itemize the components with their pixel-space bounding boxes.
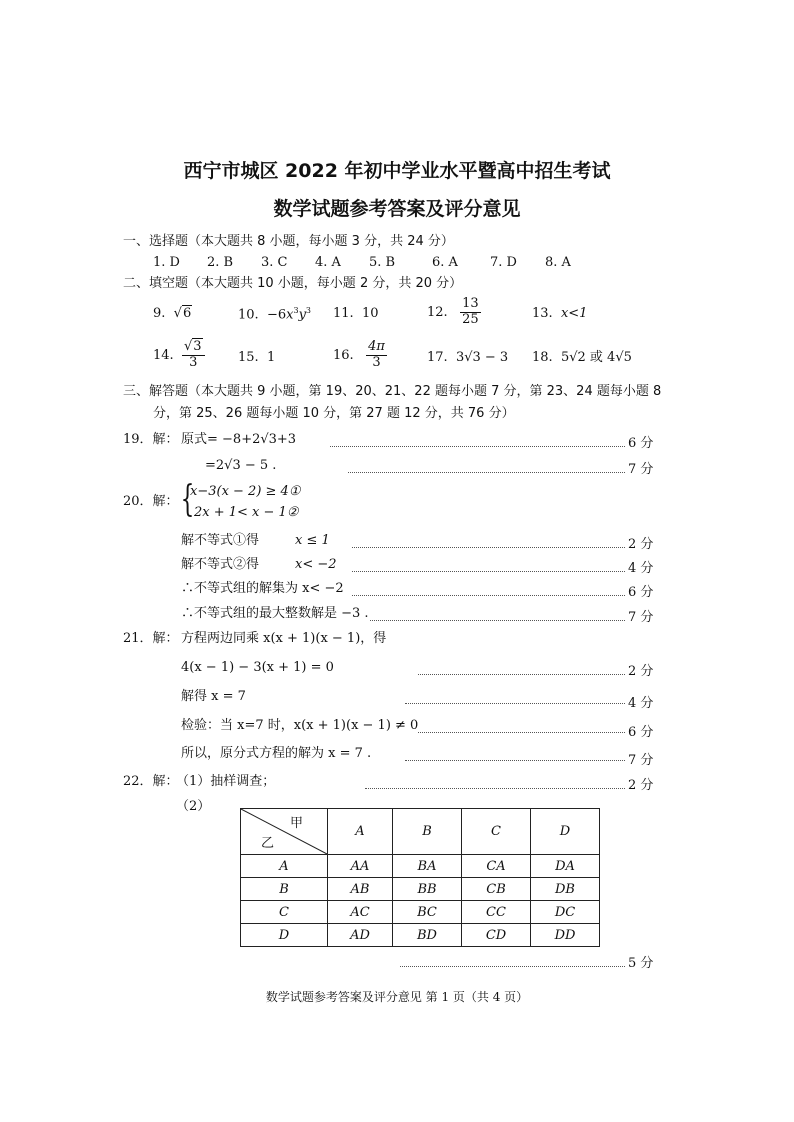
q20-step2-result: x< −2 — [295, 557, 337, 572]
fill-q15 — [238, 350, 275, 366]
q22-label: 22．解： — [123, 774, 179, 789]
table-cell: AB — [328, 878, 393, 901]
table-cell: BB — [393, 878, 462, 901]
q20-score2: 4 分 — [628, 561, 654, 576]
q16-label: 16. — [333, 347, 354, 363]
q20-step2: 解不等式②得 — [181, 557, 260, 572]
mc-answer: 7. D — [490, 255, 517, 270]
fill-q17 — [427, 350, 508, 366]
q21-line4: 检验：当 x=7 时，x(x + 1)(x − 1) ≠ 0 — [181, 718, 419, 733]
fill-q12 — [427, 297, 481, 328]
score-leader — [348, 472, 625, 473]
q12-denominator: 25 — [462, 311, 479, 327]
table-cell: DB — [531, 878, 600, 901]
table-corner-cell — [241, 809, 328, 855]
fill-q11 — [333, 306, 379, 322]
table-cell: CD — [462, 924, 531, 947]
fill-q18 — [532, 350, 632, 366]
column-header: A — [328, 809, 393, 855]
fill-q13 — [532, 306, 587, 322]
q21-score4: 7 分 — [628, 753, 654, 768]
q11-answer: 10 — [361, 306, 379, 321]
table-cell: DC — [531, 901, 600, 924]
q20-score3: 6 分 — [628, 585, 654, 600]
score-leader — [418, 732, 625, 733]
q21-score3: 6 分 — [628, 725, 654, 740]
q13-label: 13. — [532, 306, 553, 321]
mc-answer: 8. A — [545, 255, 571, 270]
table-cell: BA — [393, 855, 462, 878]
score-leader — [352, 547, 625, 548]
score-leader — [400, 966, 625, 967]
table-row — [241, 855, 600, 878]
section3-heading-2: 分，第 25、26 题每小题 10 分，第 27 题 12 分，共 76 分） — [153, 406, 515, 421]
row-header: C — [241, 901, 328, 924]
mc-answer: 4. A — [315, 255, 341, 270]
brace-icon: { — [180, 479, 195, 520]
score-leader — [330, 446, 625, 447]
table-cell: DA — [531, 855, 600, 878]
row-header: B — [241, 878, 328, 901]
table-row — [241, 878, 600, 901]
row-header: D — [241, 924, 328, 947]
q20-step1: 解不等式①得 — [181, 533, 260, 548]
score-leader — [370, 620, 625, 621]
table-cell: CA — [462, 855, 531, 878]
q16-numerator: 4π — [368, 339, 385, 354]
section1-heading: 一、选择题（本大题共 8 小题，每小题 3 分，共 24 分） — [123, 234, 454, 249]
q21-score1: 2 分 — [628, 664, 654, 679]
q9-label: 9. — [153, 306, 166, 321]
q17-answer: 3√3 − 3 — [455, 350, 509, 365]
exam-title: 西宁市城区 2022 年初中学业水平暨高中招生考试 — [183, 160, 611, 182]
q16-denominator: 3 — [372, 354, 381, 370]
q20-system-1: x−3(x − 2) ≥ 4① — [190, 484, 301, 499]
fill-q9: 9. √6 — [153, 306, 192, 321]
column-header: B — [393, 809, 462, 855]
q19-label: 19．解： — [123, 432, 179, 447]
exam-subtitle: 数学试题参考答案及评分意见 — [273, 198, 521, 220]
score-leader — [352, 571, 625, 572]
column-header: C — [462, 809, 531, 855]
q17-label: 17. — [427, 350, 448, 365]
q21-label: 21．解： — [123, 631, 179, 646]
table-cell: CB — [462, 878, 531, 901]
row-header: A — [241, 855, 328, 878]
q22-part1-score: 2 分 — [628, 778, 654, 793]
q20-score4: 7 分 — [628, 610, 654, 625]
table-cell: AA — [328, 855, 393, 878]
table-cell: BC — [393, 901, 462, 924]
outcome-table — [240, 808, 600, 947]
q15-answer: 1 — [266, 350, 276, 365]
q21-line3: 解得 x = 7 — [181, 689, 246, 704]
q19-line1: 原式= −8+2√3+3 — [181, 432, 297, 447]
q21-score2: 4 分 — [628, 696, 654, 711]
mc-answer: 6. A — [432, 255, 458, 270]
q15-label: 15. — [238, 350, 259, 365]
table-cell: AC — [328, 901, 393, 924]
q20-label: 20．解： — [123, 494, 179, 509]
corner-label-top: 甲 — [289, 816, 303, 831]
q18-label: 18. — [532, 350, 553, 365]
q19-score1: 6 分 — [628, 436, 654, 451]
mc-answer: 3. C — [261, 255, 288, 270]
table-cell: BD — [393, 924, 462, 947]
q18-answer: 5√2 或 4√5 — [560, 350, 632, 365]
q21-line2: 4(x − 1) − 3(x + 1) = 0 — [181, 660, 334, 675]
q19-score2: 7 分 — [628, 462, 654, 477]
q19-line2: =2√3 − 5 . — [205, 458, 277, 473]
q12-numerator: 13 — [462, 296, 479, 311]
table-row — [241, 924, 600, 947]
section2-heading: 二、填空题（本大题共 10 小题，每小题 2 分，共 20 分） — [123, 276, 463, 291]
q20-step1-result: x ≤ 1 — [295, 533, 330, 548]
q14-label: 14. — [153, 347, 174, 363]
table-row — [241, 901, 600, 924]
mc-answer: 5. B — [369, 255, 396, 270]
q21-line5: 所以，原分式方程的解为 x = 7 . — [181, 746, 372, 761]
q20-step4: ∴不等式组的最大整数解是 −3 . — [181, 606, 369, 621]
q12-label: 12. — [427, 304, 448, 320]
score-leader — [405, 760, 625, 761]
q22-part1: （1）抽样调查； — [176, 774, 276, 789]
q20-score1: 2 分 — [628, 537, 654, 552]
mc-answer: 1. D — [153, 255, 180, 270]
diagonal-line — [241, 809, 327, 854]
score-leader — [405, 703, 625, 704]
q11-label: 11. — [333, 306, 354, 321]
section3-heading-1: 三、解答题（本大题共 9 小题，第 19、20、21、22 题每小题 7 分，第 23、24 题每小题 8 — [123, 384, 662, 399]
table-cell: AD — [328, 924, 393, 947]
q13-answer: x<1 — [560, 306, 588, 321]
page-footer: 数学试题参考答案及评分意见 第 1 页（共 4 页） — [265, 990, 529, 1004]
score-leader — [365, 788, 625, 789]
q10-label: 10. — [238, 307, 259, 323]
mc-answer: 2. B — [207, 255, 234, 270]
fill-q14: 14. $\frac{√3}{3}$ — [153, 340, 205, 371]
score-leader — [352, 595, 625, 596]
q21-line1: 方程两边同乘 x(x + 1)(x − 1)，得 — [181, 631, 387, 646]
score-leader — [418, 674, 625, 675]
fill-q16 — [333, 340, 387, 371]
corner-label-bottom: 乙 — [261, 836, 275, 851]
q14-denominator: 3 — [189, 354, 198, 370]
q22-part2: （2） — [176, 799, 211, 814]
column-header: D — [531, 809, 600, 855]
q20-system-2: 2x + 1< x − 1② — [194, 505, 299, 520]
table-cell: CC — [462, 901, 531, 924]
table-cell: DD — [531, 924, 600, 947]
q22-part2-score: 5 分 — [628, 956, 654, 971]
q20-step3: ∴不等式组的解集为 x< −2 — [181, 581, 344, 596]
fill-q10: 10. $-6x^3y^3$ — [238, 306, 312, 323]
